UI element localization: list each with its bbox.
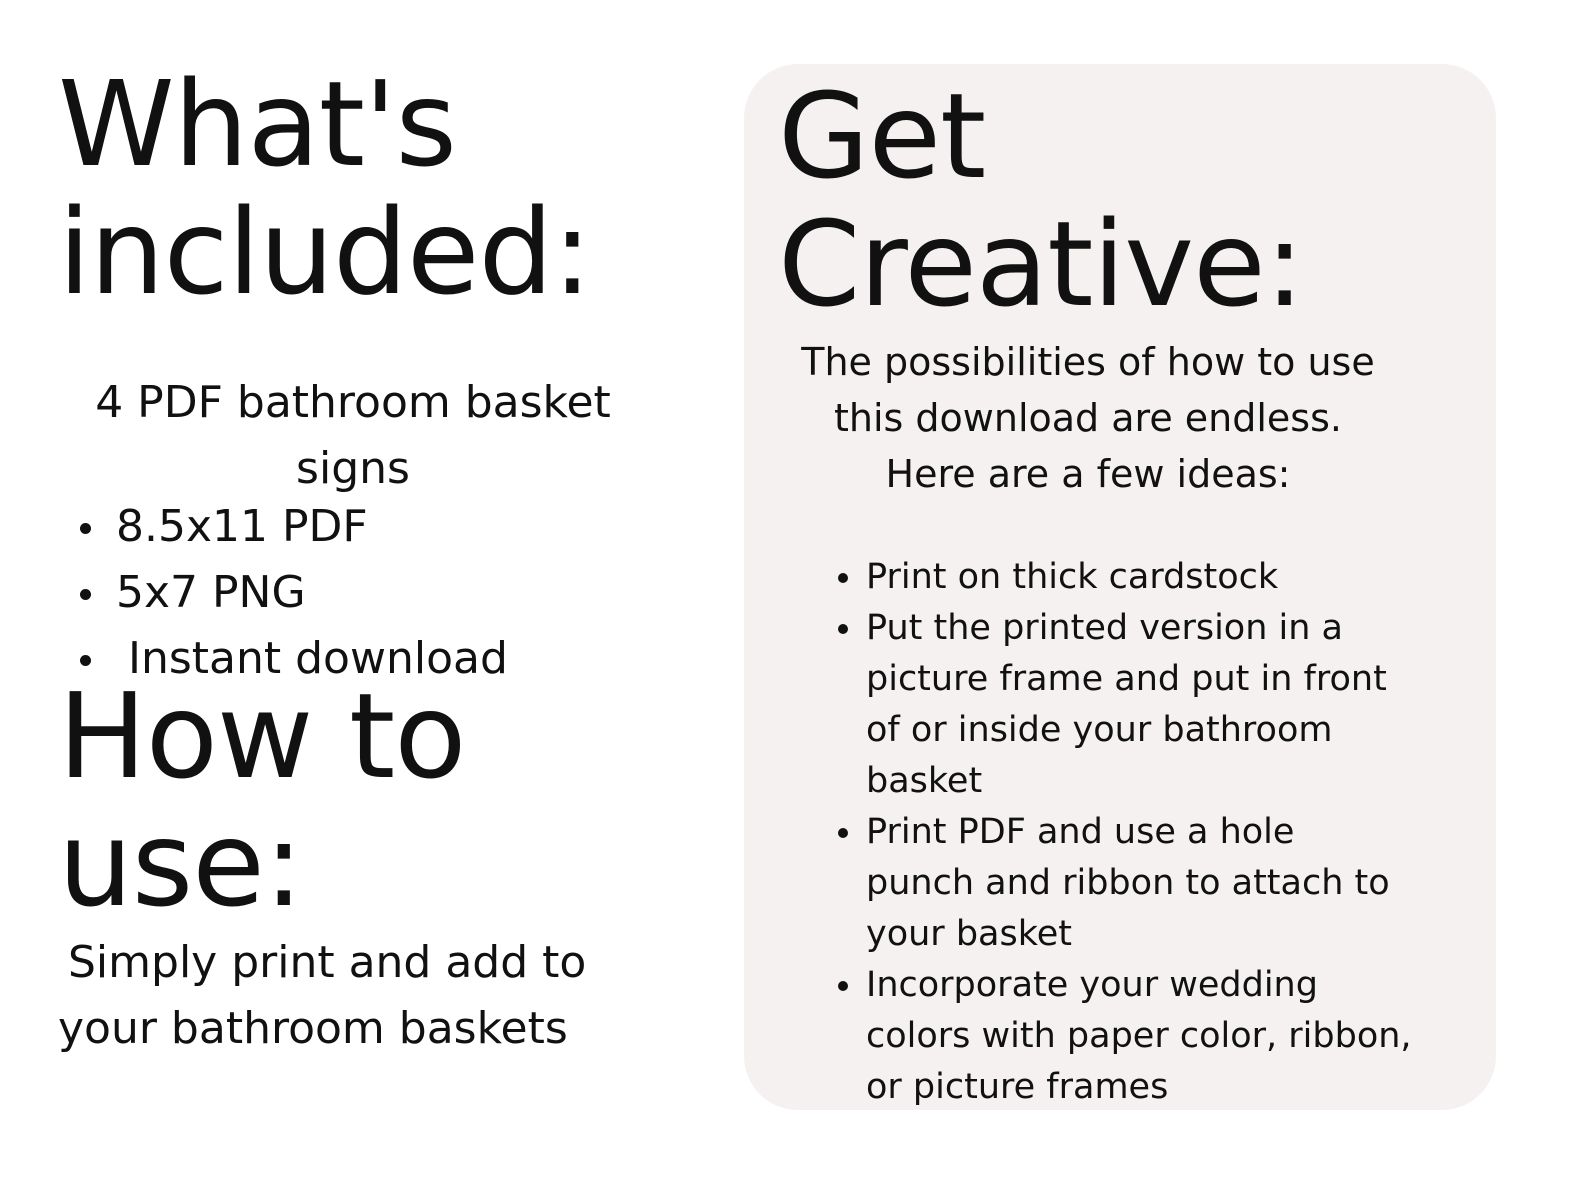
included-list-item: Instant download bbox=[78, 626, 508, 692]
left-column bbox=[0, 0, 730, 1191]
included-intro-line1: 4 PDF bathroom basket bbox=[95, 377, 611, 428]
included-list bbox=[78, 494, 508, 692]
idea-line: punch and ribbon to attach to bbox=[866, 863, 1390, 903]
idea-line: of or inside your bathroom bbox=[866, 710, 1333, 750]
idea-line: colors with paper color, ribbon, bbox=[866, 1016, 1412, 1056]
idea-item bbox=[836, 807, 1476, 960]
idea-item bbox=[836, 960, 1476, 1113]
how-to-use-text-line2: your bathroom baskets bbox=[58, 1003, 568, 1054]
idea-line: Print PDF and use a hole bbox=[866, 812, 1295, 852]
whats-included-heading-line2: included: bbox=[58, 183, 592, 321]
ideas-list bbox=[836, 552, 1476, 1113]
get-creative-intro-line2: this download are endless. bbox=[834, 396, 1342, 440]
idea-line: Put the printed version in a bbox=[866, 608, 1343, 648]
get-creative-heading-line2: Creative: bbox=[778, 195, 1304, 333]
get-creative-intro bbox=[776, 334, 1400, 502]
idea-line: your basket bbox=[866, 914, 1073, 954]
get-creative-heading bbox=[778, 67, 1304, 333]
how-to-use-text bbox=[58, 930, 658, 1062]
whats-included-heading bbox=[58, 55, 592, 321]
how-to-use-text-line1: Simply print and add to bbox=[68, 937, 587, 988]
idea-line: Incorporate your wedding bbox=[866, 965, 1318, 1005]
get-creative-intro-line1: The possibilities of how to use bbox=[801, 340, 1375, 384]
whats-included-heading-line1: What's bbox=[58, 55, 456, 193]
included-list-item: 8.5x11 PDF bbox=[78, 494, 508, 560]
idea-item bbox=[836, 603, 1476, 807]
idea-line: picture frame and put in front bbox=[866, 659, 1387, 699]
how-to-use-heading-line1: How to bbox=[58, 667, 466, 805]
get-creative-intro-line3: Here are a few ideas: bbox=[885, 452, 1291, 496]
how-to-use-heading bbox=[58, 667, 466, 933]
how-to-use-heading-line2: use: bbox=[58, 795, 303, 933]
included-list-item: 5x7 PNG bbox=[78, 560, 508, 626]
idea-line: Print on thick cardstock bbox=[866, 557, 1279, 597]
idea-line: or picture frames bbox=[866, 1067, 1169, 1107]
idea-line: basket bbox=[866, 761, 983, 801]
get-creative-heading-line1: Get bbox=[778, 67, 986, 205]
included-intro-line2: signs bbox=[296, 443, 410, 494]
idea-item bbox=[836, 552, 1476, 603]
included-intro bbox=[58, 370, 648, 502]
